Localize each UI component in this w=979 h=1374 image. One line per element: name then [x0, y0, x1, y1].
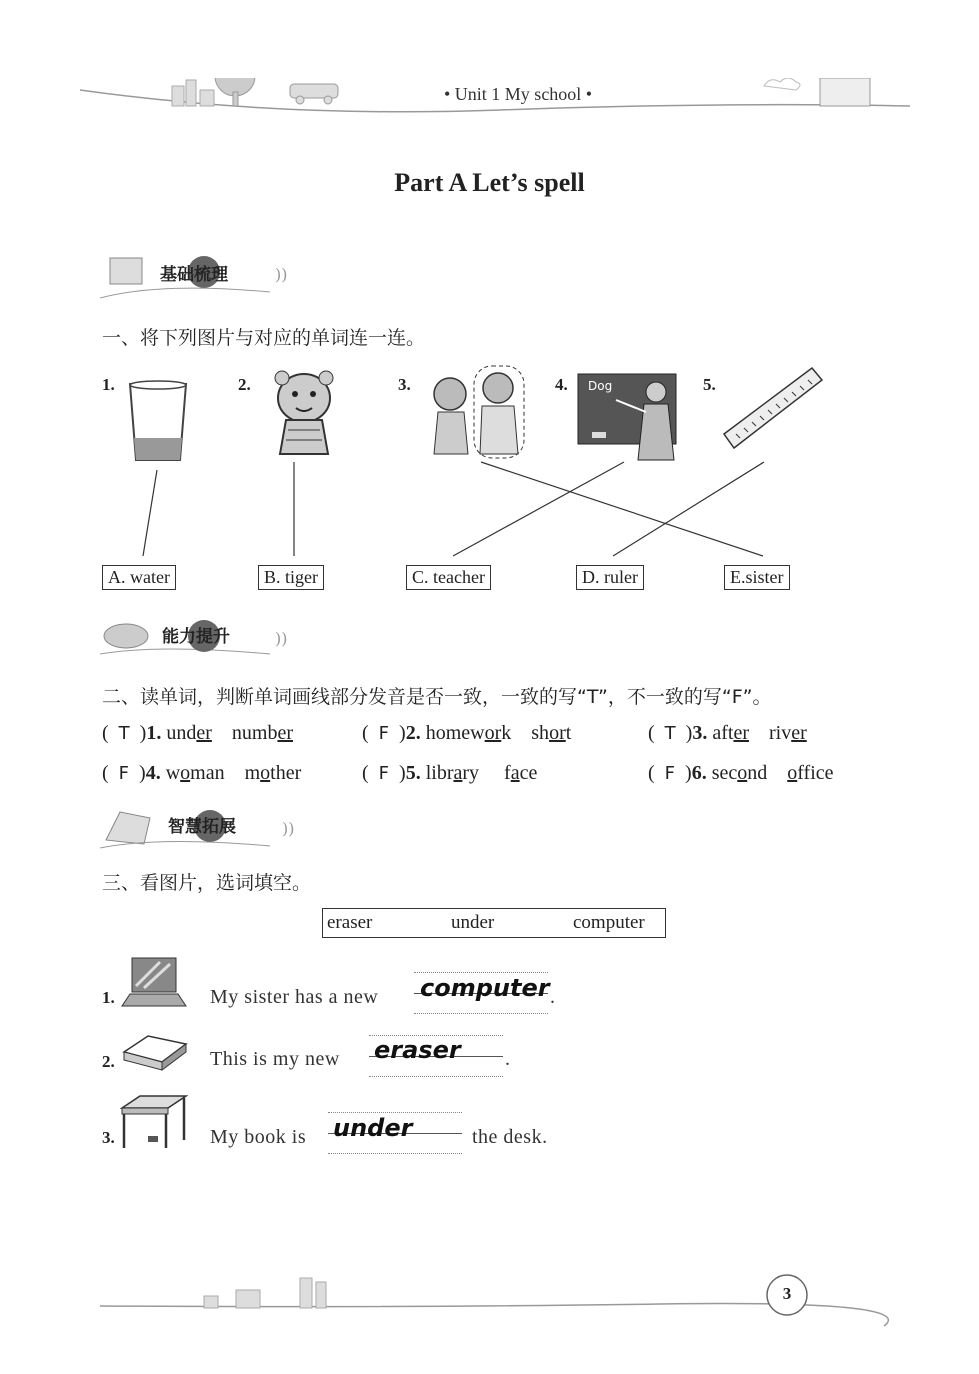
desk-icon — [120, 1094, 188, 1150]
q3-number: 2. — [102, 1052, 115, 1071]
q2-item: ( T )3. after river — [648, 722, 807, 744]
word-box: B. tiger — [258, 565, 324, 590]
q2-answer: F — [118, 763, 130, 784]
word-box: D. ruler — [576, 565, 644, 590]
handwritten-answer: under — [333, 1114, 413, 1142]
q1-pic-number: 4. — [555, 375, 568, 394]
q3-number: 1. — [102, 988, 115, 1007]
q3-sentence-before: My sister has a new — [210, 986, 379, 1008]
word-box: E.sister — [724, 565, 790, 590]
section-wisdom-label: 智慧拓展 — [168, 817, 236, 837]
q2-answer: F — [378, 763, 390, 784]
page-number: 3 — [782, 1284, 792, 1303]
q2-item: ( F )5. library face — [362, 762, 538, 784]
match-line — [481, 462, 763, 556]
blackboard-text: Dog — [588, 379, 613, 393]
q2-heading: 二、读单词，判断单词画线部分发音是否一致，一致的写“T”，不一致的写“F”。 — [102, 686, 772, 708]
eraser-icon — [120, 1032, 188, 1072]
bank-word: computer — [573, 912, 645, 933]
q1-pic-number: 2. — [238, 375, 251, 394]
word-box: A. water — [102, 565, 176, 590]
match-line — [143, 470, 157, 556]
q3-sentence-after: . — [550, 986, 556, 1008]
match-line — [613, 462, 764, 556]
section-ability-label: 能力提升 — [162, 627, 230, 647]
handwritten-answer: eraser — [374, 1036, 461, 1064]
q3-number: 3. — [102, 1128, 115, 1147]
q2-answer: T — [664, 723, 676, 744]
page-number-badge — [762, 1270, 812, 1320]
section-badge-wisdom — [100, 804, 300, 848]
q3-sentence-before: My book is — [210, 1126, 307, 1148]
header-unit-label: • Unit 1 My school • — [444, 84, 593, 104]
section-badge-ability — [100, 614, 300, 658]
city-icon — [204, 1278, 326, 1308]
page-title: Part A Let’s spell — [394, 168, 585, 197]
laptop-icon — [120, 956, 188, 1010]
q1-pic-number: 3. — [398, 375, 411, 394]
q3-sentence-before: This is my new — [210, 1048, 340, 1070]
q1-heading: 一、将下列图片与对应的单词连一连。 — [102, 327, 426, 349]
q3-heading: 三、看图片，选词填空。 — [102, 872, 312, 894]
q3-sentence-after: the desk. — [472, 1126, 548, 1148]
q2-answer: T — [118, 723, 130, 744]
q2-item: ( F )6. second office — [648, 762, 834, 784]
handwritten-answer: computer — [420, 974, 550, 1002]
q2-answer: F — [378, 723, 390, 744]
svg-text:)): )) — [282, 819, 295, 838]
word-box: C. teacher — [406, 565, 491, 590]
bank-word: eraser — [327, 912, 373, 933]
q2-answer: F — [664, 763, 676, 784]
match-line — [453, 462, 624, 556]
q2-item: ( T )1. under number — [102, 722, 293, 744]
bank-word: under — [451, 912, 495, 933]
svg-text:)): )) — [275, 265, 288, 284]
svg-text:)): )) — [275, 629, 288, 648]
q1-pic-number: 5. — [703, 375, 716, 394]
q2-item: ( F )2. homework short — [362, 722, 572, 744]
section-basic-label: 基础梳理 — [160, 265, 228, 285]
matching-lines — [0, 0, 979, 600]
word-bank — [322, 908, 666, 938]
q3-sentence-after: . — [505, 1048, 511, 1070]
q1-pic-number: 1. — [102, 375, 115, 394]
q2-item: ( F )4. woman mother — [102, 762, 302, 784]
